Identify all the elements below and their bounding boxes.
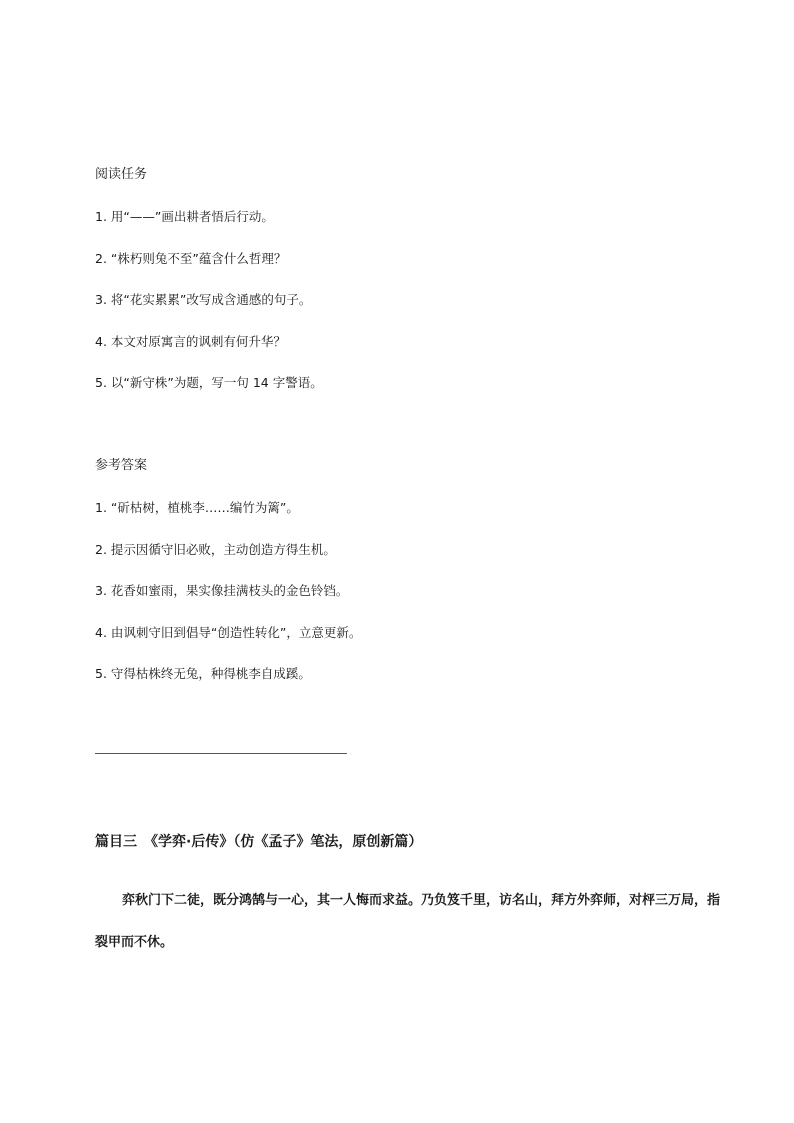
reading-task-item-2: 2. “株朽则兔不至”蕴含什么哲理？ <box>95 251 287 266</box>
reading-task-item-3: 3. 将“花实累累”改写成含通感的句子。 <box>95 292 312 307</box>
answer-item-5: 5. 守得枯株终无兔，种得桃李自成蹊。 <box>95 666 311 681</box>
answer-item-3: 3. 花香如蜜雨，果实像挂满枝头的金色铃铛。 <box>95 583 349 598</box>
answer-item-4: 4. 由讽刺守旧到倡导“创造性转化”，立意更新。 <box>95 625 362 640</box>
reading-task-item-5: 5. 以“新守株”为题，写一句 14 字警语。 <box>95 375 323 390</box>
section-three-paragraph: 弈秋门下二徒，既分鸿鹄与一心，其一人悔而求益。乃负笈千里，访名山，拜方外弈师，对枰三万局，指裂甲而不休。 <box>95 893 721 950</box>
reading-task-item-1: 1. 用“——”画出耕者悟后行动。 <box>95 209 274 224</box>
section-divider <box>95 753 347 754</box>
reading-task-item-4: 4. 本文对原寓言的讽刺有何升华？ <box>95 334 286 349</box>
answer-item-2: 2. 提示因循守旧必败，主动创造方得生机。 <box>95 542 336 557</box>
section-three-title: 篇目三 《学弈·后传》（仿《孟子》笔法，原创新篇） <box>95 834 423 850</box>
answer-item-1: 1. “斫枯树，植桃李……编竹为篱”。 <box>95 500 299 515</box>
answers-heading: 参考答案 <box>95 458 148 473</box>
reading-task-heading: 阅读任务 <box>95 167 148 182</box>
